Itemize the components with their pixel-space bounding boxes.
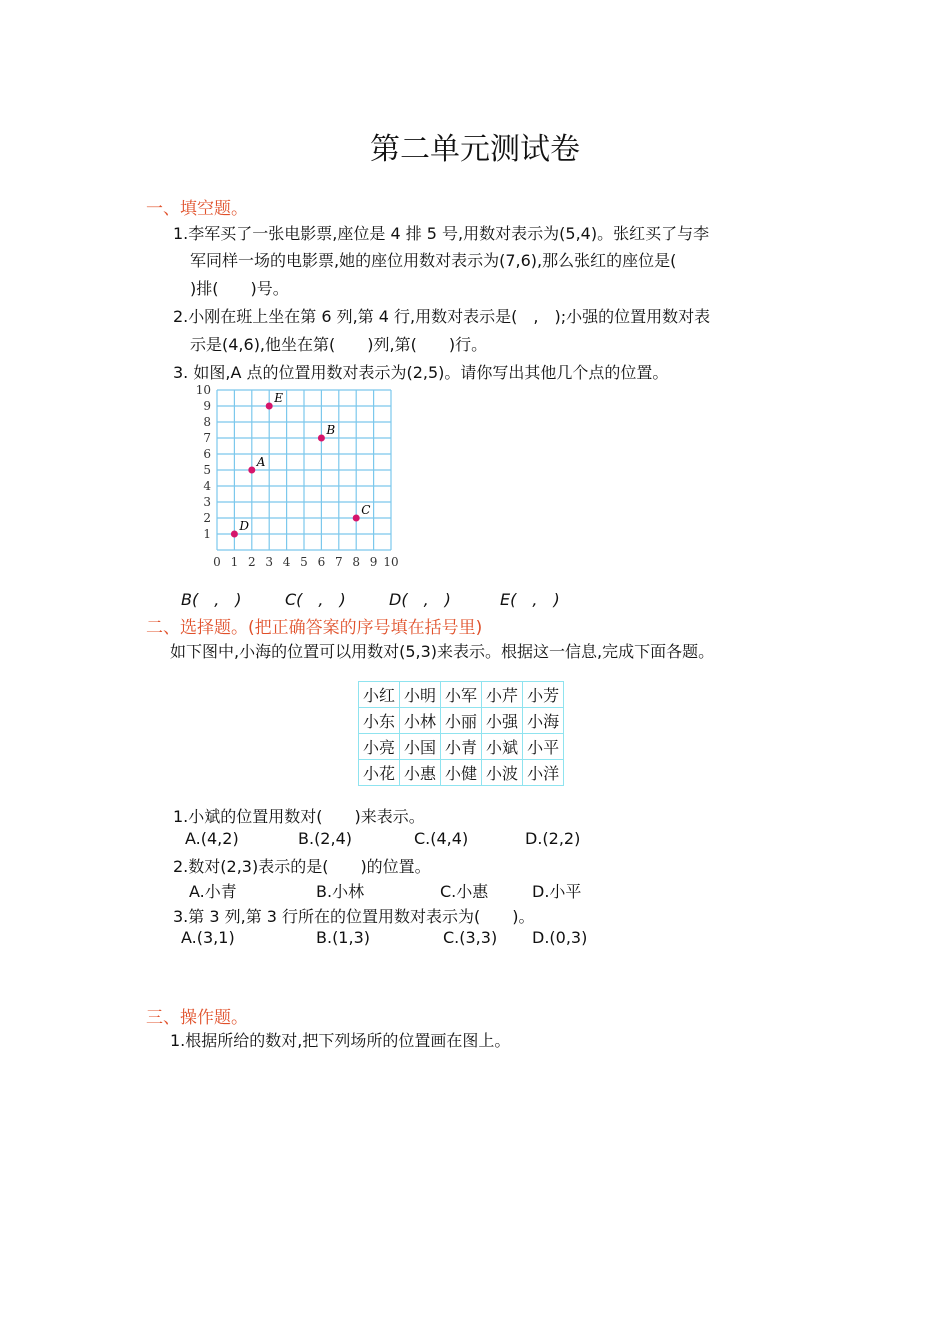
table-cell: 小军 — [441, 682, 482, 708]
table-cell: 小亮 — [359, 734, 400, 760]
choice-q2-a: A.小青 — [189, 882, 237, 901]
answer-c: C( , ) — [285, 590, 346, 609]
table-cell: 小丽 — [441, 708, 482, 734]
choice-q3-d: D.(0,3) — [532, 928, 588, 947]
choice-q1: 1.小斌的位置用数对( )来表示。 — [173, 807, 425, 826]
table-cell: 小洋 — [523, 760, 564, 786]
point-E — [266, 403, 273, 410]
x-tick-label: 5 — [300, 555, 308, 569]
table-row — [359, 682, 564, 708]
table-cell: 小红 — [359, 682, 400, 708]
section-3-heading: 三、操作题。 — [146, 1008, 248, 1028]
point-C — [353, 515, 360, 522]
table-cell: 小国 — [400, 734, 441, 760]
choice-q3: 3.第 3 列,第 3 行所在的位置用数对表示为( )。 — [173, 907, 535, 926]
y-tick-label: 5 — [203, 463, 211, 477]
y-tick-label: 2 — [203, 511, 211, 525]
operation-q1: 1.根据所给的数对,把下列场所的位置画在图上。 — [170, 1031, 511, 1050]
table-cell: 小林 — [400, 708, 441, 734]
table-cell: 小东 — [359, 708, 400, 734]
q1-line3: )排( )号。 — [190, 279, 289, 298]
point-D — [231, 531, 238, 538]
choice-q2-c: C.小惠 — [440, 882, 489, 901]
table-cell: 小花 — [359, 760, 400, 786]
choice-q1-a: A.(4,2) — [185, 829, 239, 848]
point-label: B — [326, 423, 336, 437]
choice-q2-b: B.小林 — [316, 882, 365, 901]
x-tick-label: 9 — [369, 555, 378, 569]
table-cell: 小健 — [441, 760, 482, 786]
q2-line1: 2.小刚在班上坐在第 6 列,第 4 行,用数对表示是( , );小强的位置用数对表 — [173, 307, 711, 326]
choice-q2-d: D.小平 — [532, 882, 582, 901]
x-tick-label: 3 — [265, 555, 274, 569]
point-label: E — [274, 391, 283, 405]
choice-q1-d: D.(2,2) — [525, 829, 581, 848]
point-B — [318, 435, 325, 442]
y-tick-label: 9 — [203, 399, 211, 413]
x-tick-label: 2 — [247, 555, 256, 569]
section-2-intro: 如下图中,小海的位置可以用数对(5,3)来表示。根据这一信息,完成下面各题。 — [170, 642, 715, 661]
choice-q3-a: A.(3,1) — [181, 928, 235, 947]
x-tick-label: 0 — [213, 555, 221, 569]
section-2-heading: 二、选择题。(把正确答案的序号填在括号里) — [146, 618, 483, 638]
y-tick-label: 8 — [203, 415, 211, 429]
q1-line2: 军同样一场的电影票,她的座位用数对表示为(7,6),那么张红的座位是( — [190, 251, 677, 270]
answer-e: E( , ) — [500, 590, 560, 609]
table-cell: 小强 — [482, 708, 523, 734]
choice-q1-b: B.(2,4) — [298, 829, 352, 848]
table-cell: 小斌 — [482, 734, 523, 760]
choice-q2: 2.数对(2,3)表示的是( )的位置。 — [173, 857, 431, 876]
x-tick-label: 1 — [230, 555, 239, 569]
table-row — [359, 760, 564, 786]
y-tick-label: 6 — [203, 447, 211, 461]
table-cell: 小海 — [523, 708, 564, 734]
coordinate-grid — [190, 380, 410, 570]
point-label: C — [361, 503, 371, 517]
x-tick-label: 7 — [334, 555, 343, 569]
point-label: D — [239, 519, 250, 533]
x-tick-label: 8 — [352, 555, 361, 569]
choice-q3-b: B.(1,3) — [316, 928, 370, 947]
table-cell: 小芳 — [523, 682, 564, 708]
y-tick-label: 4 — [203, 479, 211, 493]
x-tick-label: 4 — [282, 555, 291, 569]
table-cell: 小惠 — [400, 760, 441, 786]
x-tick-label: 10 — [383, 555, 399, 569]
q3-text: 3. 如图,A 点的位置用数对表示为(2,5)。请你写出其他几个点的位置。 — [173, 363, 669, 382]
page-title: 第二单元测试卷 — [370, 132, 580, 167]
table-cell: 小芹 — [482, 682, 523, 708]
answer-d: D( , ) — [389, 590, 451, 609]
table-cell: 小波 — [482, 760, 523, 786]
x-tick-label: 6 — [317, 555, 326, 569]
y-tick-label: 7 — [203, 431, 211, 445]
seating-table — [358, 681, 564, 786]
section-1-heading: 一、填空题。 — [146, 199, 248, 219]
answer-b: B( , ) — [181, 590, 242, 609]
q1-line1: 1.李军买了一张电影票,座位是 4 排 5 号,用数对表示为(5,4)。张红买了与李 — [173, 224, 710, 243]
choice-q1-c: C.(4,4) — [414, 829, 469, 848]
q2-line2: 示是(4,6),他坐在第( )列,第( )行。 — [190, 335, 488, 354]
table-row — [359, 708, 564, 734]
y-tick-label: 3 — [203, 495, 211, 509]
point-A — [248, 467, 255, 474]
table-cell: 小青 — [441, 734, 482, 760]
y-tick-label: 10 — [195, 383, 211, 397]
table-cell: 小明 — [400, 682, 441, 708]
point-label: A — [256, 455, 266, 469]
y-tick-label: 1 — [203, 527, 211, 541]
choice-q3-c: C.(3,3) — [443, 928, 498, 947]
table-row — [359, 734, 564, 760]
table-cell: 小平 — [523, 734, 564, 760]
